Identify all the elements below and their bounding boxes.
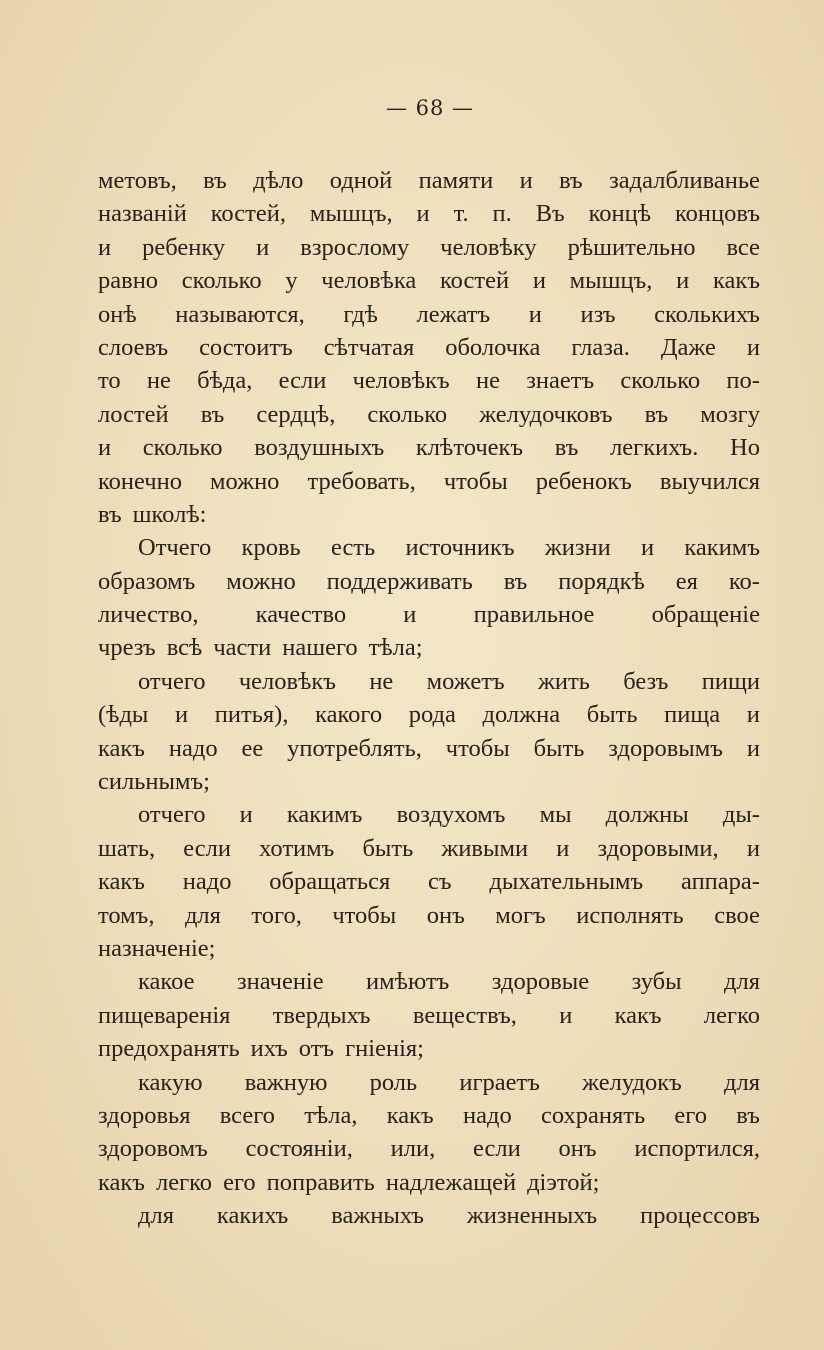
- text-line: конечно можно требовать, чтобы ребенокъ выучился: [98, 467, 760, 495]
- text-line: то не бѣда, если человѣкъ не знаетъ сколько по-: [98, 367, 760, 395]
- text-line: здоровья всего тѣла, какъ надо сохранять его въ: [98, 1101, 760, 1129]
- text-line: какъ надо обращаться съ дыхательнымъ аппара-: [98, 868, 760, 896]
- text-line: равно сколько у человѣка костей и мышцъ, и какъ: [98, 267, 760, 295]
- page-number: — 68 —: [385, 96, 475, 120]
- text-line: въ школѣ:: [98, 500, 207, 528]
- text-line: здоровомъ состоянiи, или, если онъ испортился,: [98, 1135, 760, 1163]
- text-line: Отчего кровь есть источникъ жизни и какимъ: [138, 534, 760, 562]
- text-line: пищеваренiя твердыхъ веществъ, и какъ легко: [98, 1001, 760, 1029]
- text-line: названiй костей, мышцъ, и т. п. Въ концѣ концовъ: [98, 200, 760, 228]
- text-line: какую важную роль играетъ желудокъ для: [138, 1068, 760, 1096]
- text-line: личество, качество и правильное обращенiе: [98, 601, 760, 629]
- text-line: назначенiе;: [98, 934, 216, 962]
- text-line: и сколько воздушныхъ клѣточекъ въ легкихъ. Но: [98, 434, 760, 462]
- text-line: лостей въ сердцѣ, сколько желудочковъ въ мозгу: [98, 400, 760, 428]
- text-line: какъ легко его поправить надлежащей дiэтой;: [98, 1168, 600, 1196]
- text-line: онѣ называются, гдѣ лежатъ и изъ сколькихъ: [98, 300, 760, 328]
- text-line: шать, если хотимъ быть живыми и здоровыми, и: [98, 834, 760, 862]
- text-line: для какихъ важныхъ жизненныхъ процессовъ: [138, 1202, 760, 1230]
- body-text: [98, 164, 760, 1233]
- text-line: сильнымъ;: [98, 768, 210, 796]
- text-line: какое значенiе имѣютъ здоровые зубы для: [138, 968, 760, 996]
- text-line: слоевъ состоитъ сѣтчатая оболочка глаза. Даже и: [98, 333, 760, 361]
- text-line: отчего и какимъ воздухомъ мы должны ды-: [138, 801, 760, 829]
- text-line: (ѣды и питья), какого рода должна быть пища и: [98, 701, 760, 729]
- text-line: томъ, для того, чтобы онъ могъ исполнять свое: [98, 901, 760, 929]
- text-line: метовъ, въ дѣло одной памяти и въ задалбливанье: [98, 167, 760, 194]
- text-line: и ребенку и взрослому человѣку рѣшительно все: [98, 233, 760, 261]
- text-line: предохранять ихъ отъ гнiенiя;: [98, 1035, 424, 1063]
- text-line: образомъ можно поддерживать въ порядкѣ ея ко-: [98, 567, 760, 595]
- text-line: чрезъ всѣ части нашего тѣла;: [98, 634, 423, 662]
- text-line: какъ надо ее употреблять, чтобы быть здоровымъ и: [98, 734, 760, 762]
- text-line: отчего человѣкъ не можетъ жить безъ пищи: [138, 667, 760, 695]
